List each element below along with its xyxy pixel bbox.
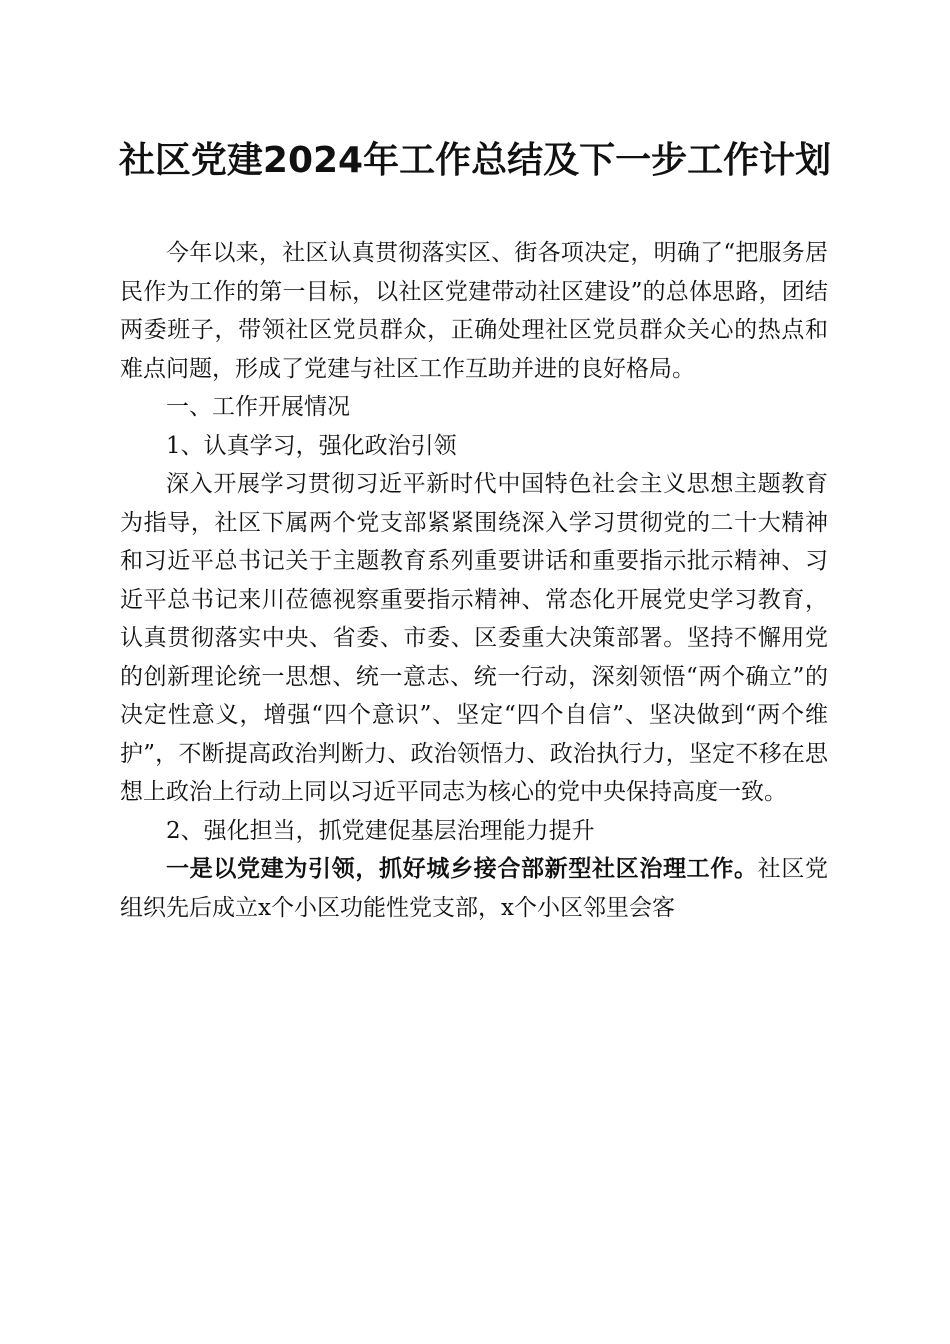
document-body: [120, 234, 828, 927]
intro-paragraph: 今年以来，社区认真贯彻落实区、街各项决定，明确了“把服务居民作为工作的第一目标，以社区党建带动社区建设”的总体思路，团结两委班子，带领社区党员群众，正确处理社区党员群众关心的热点和难点问题，形成了党建与社区工作互助并进的良好格局。: [120, 240, 828, 382]
point-one-body: 社区党组织先后成立x个小区功能性党支部，x个小区邻里会客: [120, 856, 829, 921]
subsection-body-study: 深入开展学习贯彻习近平新时代中国特色社会主义思想主题教育为指导，社区下属两个党支部紧紧围绕深入学习贯彻党的二十大精神和习近平总书记关于主题教育系列重要讲话和重要指示批示精神、习近平总书记来川莅德视察重要指示精神、常态化开展党史学习教育，认真贯彻落实中央、省委、市委、区委重大决策部署。坚持不懈用党的创新理论统一思想、统一意志、统一行动，深刻领悟“两个确立”的决定性意义，增强“四个意识”、坚定“四个自信”、坚决做到“两个维护”，不断提高政治判断力、政治领悟力、政治执行力，坚定不移在思想上政治上行动上同以习近平同志为核心的党中央保持高度一致。: [120, 471, 828, 805]
section-heading-work-status: 一、工作开展情况: [166, 394, 350, 420]
point-one-lead: 一是以党建为引领，抓好城乡接合部新型社区治理工作。: [166, 855, 758, 882]
subsection-body-responsibility: [120, 850, 828, 927]
document-title: 社区党建2024年工作总结及下一步工作计划: [118, 140, 832, 181]
subsection-heading-study: 1、认真学习，强化政治引领: [166, 432, 457, 459]
subsection-heading-responsibility: 2、强化担当，抓党建促基层治理能力提升: [166, 817, 595, 844]
